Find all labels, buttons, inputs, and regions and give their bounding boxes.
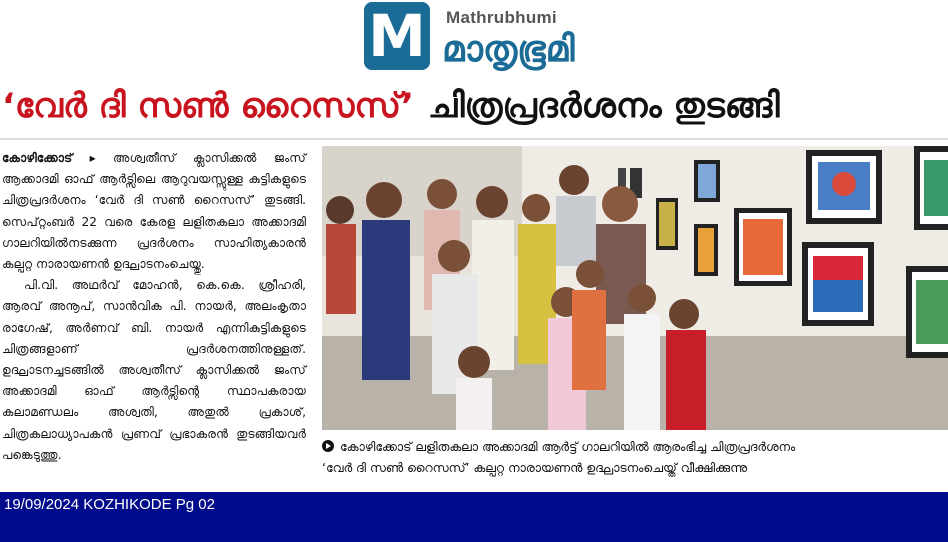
dateline: കോഴിക്കോട്: [2, 151, 73, 165]
logo-name-english: Mathrubhumi: [446, 8, 557, 27]
caption-line-2: ‘വേർ ദി സൺ റൈസസ്’ കല്പറ്റ നാരായണൻ ഉദ്ഘാടനംചെയ്ത് വീക്ഷിക്കുന്നു: [322, 460, 747, 475]
photo-caption: [322, 436, 946, 478]
caption-line-1: [322, 436, 946, 457]
divider: [0, 138, 948, 140]
article-body: [2, 148, 306, 466]
masthead-logo: [364, 2, 644, 74]
caption-bullet-icon: [322, 440, 334, 452]
news-photo: [322, 146, 948, 430]
article-paragraph-2: പി.വി. അഥർവ് മോഹൻ, കെ.കെ. ശ്രീഹരി, ആരവ് അനൂപ്, സാൻവിക പി. നായർ, അലംകൃതാ രാഗേഷ്, അർണവ് ബി. നായർ എന്നികുട്ടികളുടെ ചിത്രങ്ങളാണ് പ്രദർശനത്തിനുള്ളത്. ഉദ്ഘാടനച്ചടങ്ങിൽ അശ്വതീസ് ക്ലാസിക്കൽ ജംസ് അക്കാദമി ഓഫ് ആർട്സിന്റെ സ്ഥാപകരായ കലാമണ്ഡലം അശ്വതി, അതുൽ പ്രകാശ്, ചിത്രകലാധ്യാപകൻ പ്രണവ് പ്രഭാകരൻ തുടങ്ങിയവർ പങ്കെടുത്തു.: [2, 278, 306, 462]
paragraph-1-text: അശ്വതീസ് ക്ലാസിക്കൽ ജംസ് ആക്കാദമി ഓഫ് ആർട്സിലെ ആറുവയസ്സുള്ള കുട്ടികളുടെ ചിത്രപ്രദർശനം ‘വേർ ദി സൺ റൈസസ്’ തുടങ്ങി. സെപ്റ്റംബർ 22 വരെ കേരള ലളിതകലാ അക്കാദമി ഗാലറിയിൽനടക്കുന്ന പ്രദർശനം സാഹിത്യകാരൻ കല്പറ്റ നാരായണൻ ഉദ്ഘാടനംചെയ്തു.: [2, 151, 306, 272]
headline-quoted-title: ‘വേർ ദി സൺ റൈസസ്’: [2, 86, 414, 126]
dateline-arrow-icon: ▸: [72, 151, 113, 165]
footer-date-edition: 19/09/2024 KOZHIKODE Pg 02: [4, 496, 215, 513]
article-paragraph-1: [2, 148, 306, 275]
headline: [0, 80, 948, 132]
logo-m-icon: M: [364, 2, 430, 70]
headline-rest: ചിത്രപ്രദർശനം തുടങ്ങി: [427, 86, 780, 126]
logo-name-malayalam: മാതൃഭൂമി: [442, 29, 575, 70]
gallery-scene-illustration: [322, 146, 948, 430]
footer-bar: [0, 492, 948, 542]
caption-line-1-text: കോഴിക്കോട് ലളിതകലാ അക്കാദമി ആർട്ട് ഗാലറിയിൽ ആരംഭിച്ച ചിത്രപ്രദർശനം: [340, 439, 796, 454]
